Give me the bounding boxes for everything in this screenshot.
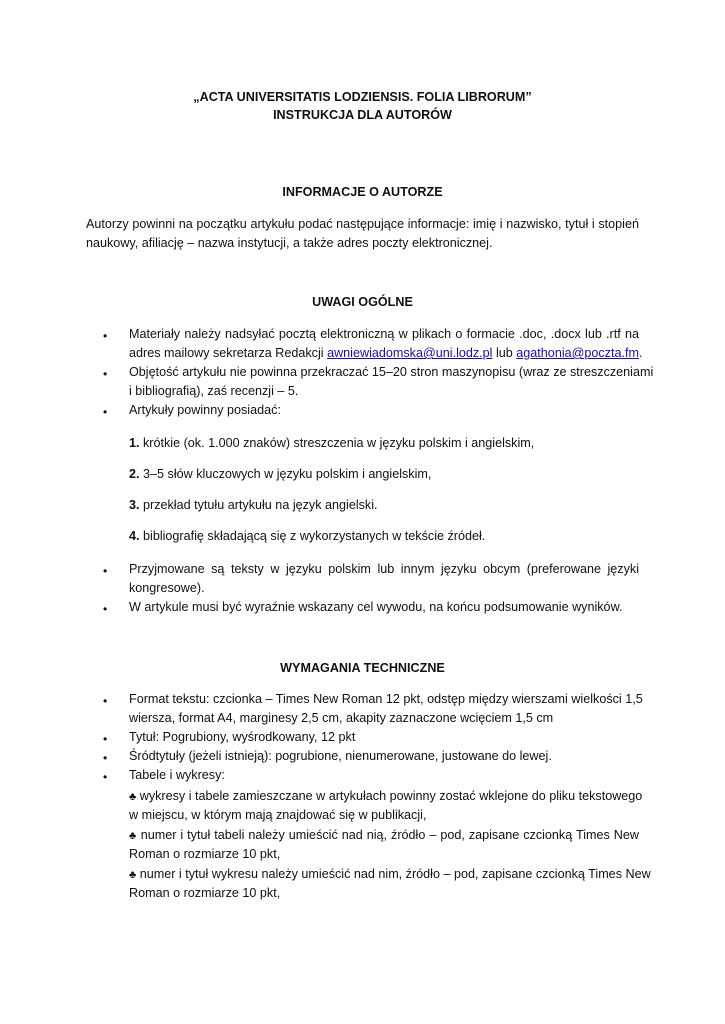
general-bullet-2-line2: i bibliografią), zaś recenzji – 5. bbox=[129, 384, 299, 398]
list-item-text: 3–5 słów kluczowych w języku polskim i angielskim, bbox=[139, 467, 432, 481]
email-link-awniewiadomska[interactable]: awniewiadomska@uni.lodz.pl bbox=[327, 346, 493, 360]
list-item-text: krótkie (ok. 1.000 znaków) streszczenia w języku polskim i angielskim, bbox=[139, 436, 535, 450]
list-item bbox=[129, 464, 431, 484]
general-bullet-4-line2: kongresowe). bbox=[129, 581, 205, 595]
bullet-icon: • bbox=[103, 732, 108, 746]
technical-bullet-2: Tytuł: Pogrubiony, wyśrodkowany, 12 pkt bbox=[129, 730, 356, 744]
general-bullet-2-line1: Objętość artykułu nie powinna przekraczać 15–20 stron maszynopisu (wraz ze streszczeniami bbox=[129, 365, 654, 379]
list-item-number: 2. bbox=[129, 467, 140, 481]
technical-subitem-2-line1 bbox=[129, 825, 639, 846]
list-item bbox=[129, 495, 378, 515]
technical-bullet-3: Śródtytuły (jeżeli istnieją): pogrubione, nienumerowane, justowane do lewej. bbox=[129, 749, 552, 763]
list-item-number: 4. bbox=[129, 529, 140, 543]
document-subtitle: INSTRUKCJA DLA AUTORÓW bbox=[273, 108, 452, 122]
section-heading-authors: INFORMACJE O AUTORZE bbox=[282, 185, 443, 199]
bullet-icon: • bbox=[103, 751, 108, 765]
general-bullet-1-end: . bbox=[639, 346, 643, 360]
club-icon: ♣ bbox=[129, 791, 137, 803]
technical-subitem-2-text: numer i tytuł tabeli należy umieścić nad nią, źródło – pod, zapisane czcionką Times New bbox=[136, 828, 639, 842]
general-bullet-5: W artykule musi być wyraźnie wskazany cel wywodu, na końcu podsumowanie wyników. bbox=[129, 600, 623, 614]
bullet-icon: • bbox=[103, 329, 108, 343]
list-item bbox=[129, 526, 485, 546]
general-bullet-1-line2 bbox=[129, 343, 643, 363]
list-item-text: bibliografię składającą się z wykorzystanych w tekście źródeł. bbox=[139, 529, 486, 543]
technical-bullet-4: Tabele i wykresy: bbox=[129, 768, 225, 782]
technical-subitem-3-line2: Roman o rozmiarze 10 pkt, bbox=[129, 886, 281, 900]
club-icon: ♣ bbox=[129, 869, 137, 881]
bullet-icon: • bbox=[103, 602, 108, 616]
general-bullet-1-prefix: adres mailowy sekretarza Redakcji bbox=[129, 346, 328, 360]
list-item bbox=[129, 433, 534, 453]
technical-subitem-1-line1 bbox=[129, 786, 643, 807]
bullet-icon: • bbox=[103, 367, 108, 381]
technical-bullet-1-line2: wiersza, format A4, marginesy 2,5 cm, akapity zaznaczone wcięciem 1,5 cm bbox=[129, 711, 554, 725]
general-bullet-3: Artykuły powinny posiadać: bbox=[129, 403, 281, 417]
bullet-icon: • bbox=[103, 770, 108, 784]
general-bullet-1-or: lub bbox=[492, 346, 517, 360]
section-heading-general: UWAGI OGÓLNE bbox=[312, 295, 413, 309]
list-item-text: przekład tytułu artykułu na język angielski. bbox=[139, 498, 378, 512]
club-icon: ♣ bbox=[129, 830, 137, 842]
technical-subitem-3-text: numer i tytuł wykresu należy umieścić nad nim, źródło – pod, zapisane czcionką Times New bbox=[136, 867, 651, 881]
technical-subitem-1-text: wykresy i tabele zamieszczane w artykułach powinny zostać wklejone do pliku tekstowego bbox=[136, 789, 643, 803]
bullet-icon: • bbox=[103, 564, 108, 578]
technical-subitem-3-line1 bbox=[129, 864, 651, 885]
bullet-icon: • bbox=[103, 405, 108, 419]
general-bullet-1-line1: Materiały należy nadsyłać pocztą elektroniczną w plikach o formacie .doc, .docx lub .rtf na bbox=[129, 327, 639, 341]
authors-paragraph-line2: naukowy, afiliację – nazwa instytucji, a także adres poczty elektronicznej. bbox=[86, 236, 493, 250]
technical-subitem-1-line2: w miejscu, w którym mają znajdować się w publikacji, bbox=[129, 808, 427, 822]
authors-paragraph-line1: Autorzy powinni na początku artykułu podać następujące informacje: imię i nazwisko, tytuł i stopień bbox=[86, 217, 639, 231]
list-item-number: 3. bbox=[129, 498, 140, 512]
general-bullet-4-line1: Przyjmowane są teksty w języku polskim lub innym języku obcym (preferowane języki bbox=[129, 562, 639, 576]
section-heading-technical: WYMAGANIA TECHNICZNE bbox=[280, 661, 445, 675]
document-title: „ACTA UNIVERSITATIS LODZIENSIS. FOLIA LIBRORUM” bbox=[193, 90, 532, 104]
bullet-icon: • bbox=[103, 694, 108, 708]
technical-bullet-1-line1: Format tekstu: czcionka – Times New Roman 12 pkt, odstęp między wierszami wielkości 1,5 bbox=[129, 692, 643, 706]
email-link-agathonia[interactable]: agathonia@poczta.fm bbox=[516, 346, 639, 360]
list-item-number: 1. bbox=[129, 436, 140, 450]
technical-subitem-2-line2: Roman o rozmiarze 10 pkt, bbox=[129, 847, 281, 861]
